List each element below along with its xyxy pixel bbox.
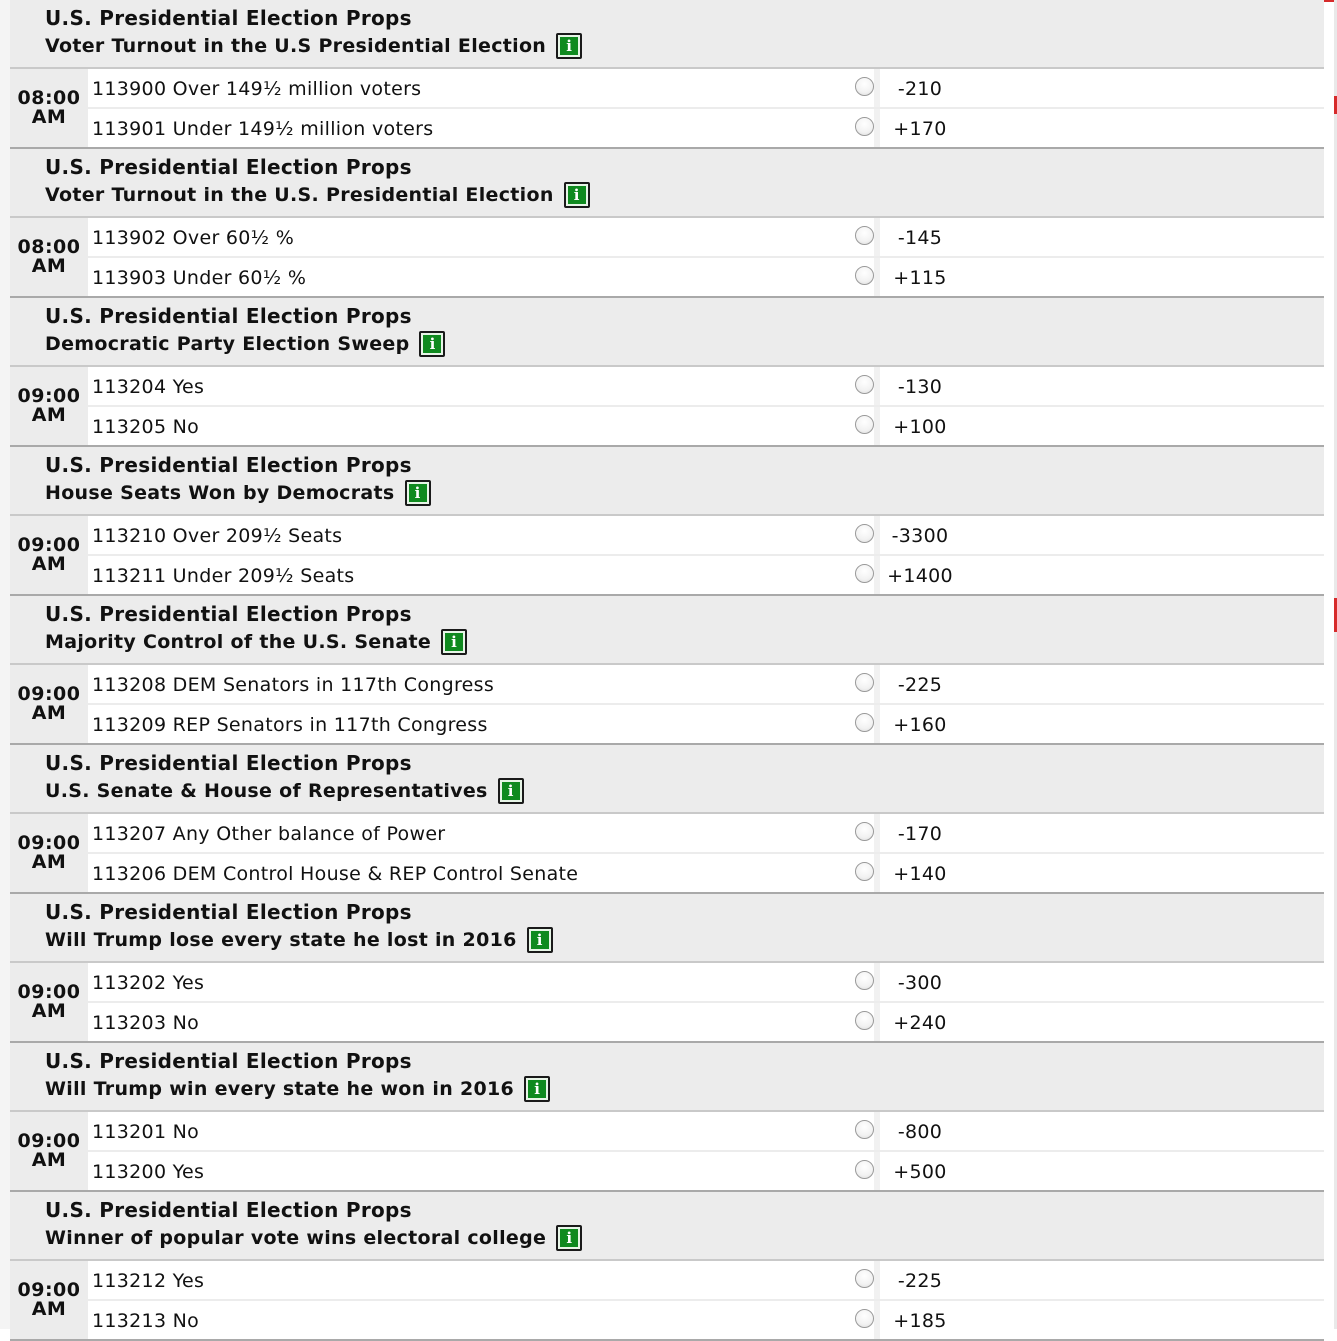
event-title: Will Trump win every state he won in 2016 (45, 1078, 515, 1100)
bet-select-radio[interactable] (855, 1160, 874, 1179)
event-time-ampm: AM (31, 1149, 67, 1171)
line-name: 113901 Under 149½ million voters (92, 118, 434, 140)
event-time-ampm: AM (31, 1000, 67, 1022)
line-row (88, 407, 1324, 445)
event-header (10, 1043, 1324, 1112)
event-lines (10, 963, 1324, 1043)
event-time-ampm: AM (31, 553, 67, 575)
line-odds: -210 (897, 78, 943, 100)
event-title-row (45, 1225, 582, 1251)
event-title: Voter Turnout in the U.S Presidential Election (45, 35, 547, 57)
event-header (10, 0, 1324, 69)
line-odds: +1400 (887, 565, 953, 587)
line-name: 113204 Yes (92, 376, 205, 398)
line-row (88, 1112, 1324, 1152)
info-icon[interactable]: i (556, 33, 582, 59)
event-block (10, 149, 1324, 298)
bet-select-radio[interactable] (855, 117, 874, 136)
line-row (88, 69, 1324, 109)
line-row (88, 1152, 1324, 1190)
event-title: Will Trump lose every state he lost in 2016 (45, 929, 517, 951)
event-category: U.S. Presidential Election Props (45, 155, 412, 179)
event-block (10, 1043, 1324, 1192)
bet-select-radio[interactable] (855, 673, 874, 692)
line-row (88, 854, 1324, 892)
event-title: House Seats Won by Democrats (45, 482, 395, 504)
line-row (88, 665, 1324, 705)
event-title-row (45, 331, 445, 357)
event-header (10, 745, 1324, 814)
bet-select-radio[interactable] (855, 226, 874, 245)
event-lines (10, 516, 1324, 596)
event-block (10, 447, 1324, 596)
event-title-row (45, 182, 590, 208)
line-name: 113211 Under 209½ Seats (92, 565, 355, 587)
line-name: 113210 Over 209½ Seats (92, 525, 343, 547)
line-row (88, 1261, 1324, 1301)
info-icon[interactable]: i (564, 182, 590, 208)
bet-select-radio[interactable] (855, 822, 874, 841)
event-block (10, 596, 1324, 745)
event-title-row (45, 480, 431, 506)
info-icon[interactable]: i (524, 1076, 550, 1102)
line-odds: -800 (897, 1121, 943, 1143)
line-odds: +185 (893, 1310, 947, 1332)
event-category: U.S. Presidential Election Props (45, 304, 412, 328)
event-time (10, 218, 88, 296)
info-icon[interactable]: i (556, 1225, 582, 1251)
event-time (10, 69, 88, 147)
event-time-clock: 09:00 (17, 385, 81, 407)
line-name: 113208 DEM Senators in 117th Congress (92, 674, 495, 696)
line-odds: -170 (897, 823, 943, 845)
bet-select-radio[interactable] (855, 266, 874, 285)
line-row (88, 516, 1324, 556)
event-title-row (45, 778, 524, 804)
event-header (10, 894, 1324, 963)
bet-select-radio[interactable] (855, 524, 874, 543)
line-row (88, 109, 1324, 147)
event-time-clock: 09:00 (17, 534, 81, 556)
event-title-row (45, 1076, 550, 1102)
event-time (10, 814, 88, 892)
event-time-clock: 08:00 (17, 87, 81, 109)
event-time-clock: 09:00 (17, 1130, 81, 1152)
event-time (10, 963, 88, 1041)
event-category: U.S. Presidential Election Props (45, 453, 412, 477)
line-row (88, 556, 1324, 594)
line-name: 113213 No (92, 1310, 200, 1332)
event-lines (10, 665, 1324, 745)
event-lines (10, 218, 1324, 298)
event-time-clock: 09:00 (17, 1279, 81, 1301)
line-odds: -145 (897, 227, 943, 249)
event-block (10, 298, 1324, 447)
bet-select-radio[interactable] (855, 1309, 874, 1328)
event-time (10, 665, 88, 743)
line-row (88, 705, 1324, 743)
line-row (88, 218, 1324, 258)
event-time (10, 1261, 88, 1339)
left-margin (0, 0, 10, 1329)
line-odds: +140 (893, 863, 947, 885)
event-header (10, 1192, 1324, 1261)
line-row (88, 367, 1324, 407)
event-category: U.S. Presidential Election Props (45, 751, 412, 775)
event-time-clock: 09:00 (17, 683, 81, 705)
line-row (88, 1301, 1324, 1339)
event-header (10, 298, 1324, 367)
event-category: U.S. Presidential Election Props (45, 602, 412, 626)
line-odds: +240 (893, 1012, 947, 1034)
event-title-row (45, 927, 553, 953)
info-icon[interactable]: i (527, 927, 553, 953)
bet-select-radio[interactable] (855, 713, 874, 732)
event-category: U.S. Presidential Election Props (45, 900, 412, 924)
event-title-row (45, 629, 467, 655)
info-icon[interactable]: i (419, 331, 445, 357)
line-name: 113206 DEM Control House & REP Control Senate (92, 863, 579, 885)
event-time-ampm: AM (31, 255, 67, 277)
line-odds: +115 (893, 267, 947, 289)
line-name: 113903 Under 60½ % (92, 267, 307, 289)
line-row (88, 814, 1324, 854)
event-lines (10, 367, 1324, 447)
info-icon[interactable]: i (405, 480, 431, 506)
line-name: 113203 No (92, 1012, 200, 1034)
line-odds: -225 (897, 674, 943, 696)
event-title: Voter Turnout in the U.S. Presidential Election (45, 184, 554, 206)
line-name: 113200 Yes (92, 1161, 205, 1183)
bet-select-radio[interactable] (855, 1269, 874, 1288)
bet-select-radio[interactable] (855, 1120, 874, 1139)
line-name: 113205 No (92, 416, 200, 438)
line-name: 113209 REP Senators in 117th Congress (92, 714, 488, 736)
line-odds: +100 (893, 416, 947, 438)
info-icon[interactable]: i (441, 629, 467, 655)
event-time-clock: 08:00 (17, 236, 81, 258)
odds-board (10, 0, 1324, 1341)
line-odds: +500 (893, 1161, 947, 1183)
line-name: 113900 Over 149½ million voters (92, 78, 422, 100)
event-category: U.S. Presidential Election Props (45, 1198, 412, 1222)
event-time-ampm: AM (31, 851, 67, 873)
line-name: 113207 Any Other balance of Power (92, 823, 446, 845)
event-time-clock: 09:00 (17, 832, 81, 854)
line-row (88, 1003, 1324, 1041)
event-time-ampm: AM (31, 404, 67, 426)
event-title: Winner of popular vote wins electoral college (45, 1227, 547, 1249)
line-name: 113212 Yes (92, 1270, 205, 1292)
bet-select-radio[interactable] (855, 862, 874, 881)
event-time (10, 516, 88, 594)
line-odds: +170 (893, 118, 947, 140)
bet-select-radio[interactable] (855, 971, 874, 990)
event-time (10, 367, 88, 445)
event-header (10, 149, 1324, 218)
event-time-ampm: AM (31, 106, 67, 128)
line-name: 113201 No (92, 1121, 200, 1143)
line-name: 113202 Yes (92, 972, 205, 994)
bet-select-radio[interactable] (855, 1011, 874, 1030)
event-lines (10, 1112, 1324, 1192)
event-title: Majority Control of the U.S. Senate (45, 631, 432, 653)
event-time-ampm: AM (31, 702, 67, 724)
bet-select-radio[interactable] (855, 375, 874, 394)
event-block (10, 745, 1324, 894)
info-icon[interactable]: i (498, 778, 524, 804)
event-lines (10, 1261, 1324, 1341)
event-category: U.S. Presidential Election Props (45, 6, 412, 30)
line-odds: +160 (893, 714, 947, 736)
event-header (10, 596, 1324, 665)
event-lines (10, 814, 1324, 894)
event-time-ampm: AM (31, 1298, 67, 1320)
line-row (88, 258, 1324, 296)
event-block (10, 1192, 1324, 1341)
event-lines (10, 69, 1324, 149)
line-row (88, 963, 1324, 1003)
event-category: U.S. Presidential Election Props (45, 1049, 412, 1073)
event-block (10, 0, 1324, 149)
event-title: U.S. Senate & House of Representatives (45, 780, 488, 802)
line-name: 113902 Over 60½ % (92, 227, 295, 249)
line-odds: -3300 (891, 525, 949, 547)
line-odds: -300 (897, 972, 943, 994)
line-odds: -130 (897, 376, 943, 398)
bet-select-radio[interactable] (855, 77, 874, 96)
line-odds: -225 (897, 1270, 943, 1292)
event-title-row (45, 33, 582, 59)
event-time (10, 1112, 88, 1190)
event-title: Democratic Party Election Sweep (45, 333, 410, 355)
bet-select-radio[interactable] (855, 415, 874, 434)
bet-select-radio[interactable] (855, 564, 874, 583)
event-time-clock: 09:00 (17, 981, 81, 1003)
event-block (10, 894, 1324, 1043)
event-header (10, 447, 1324, 516)
